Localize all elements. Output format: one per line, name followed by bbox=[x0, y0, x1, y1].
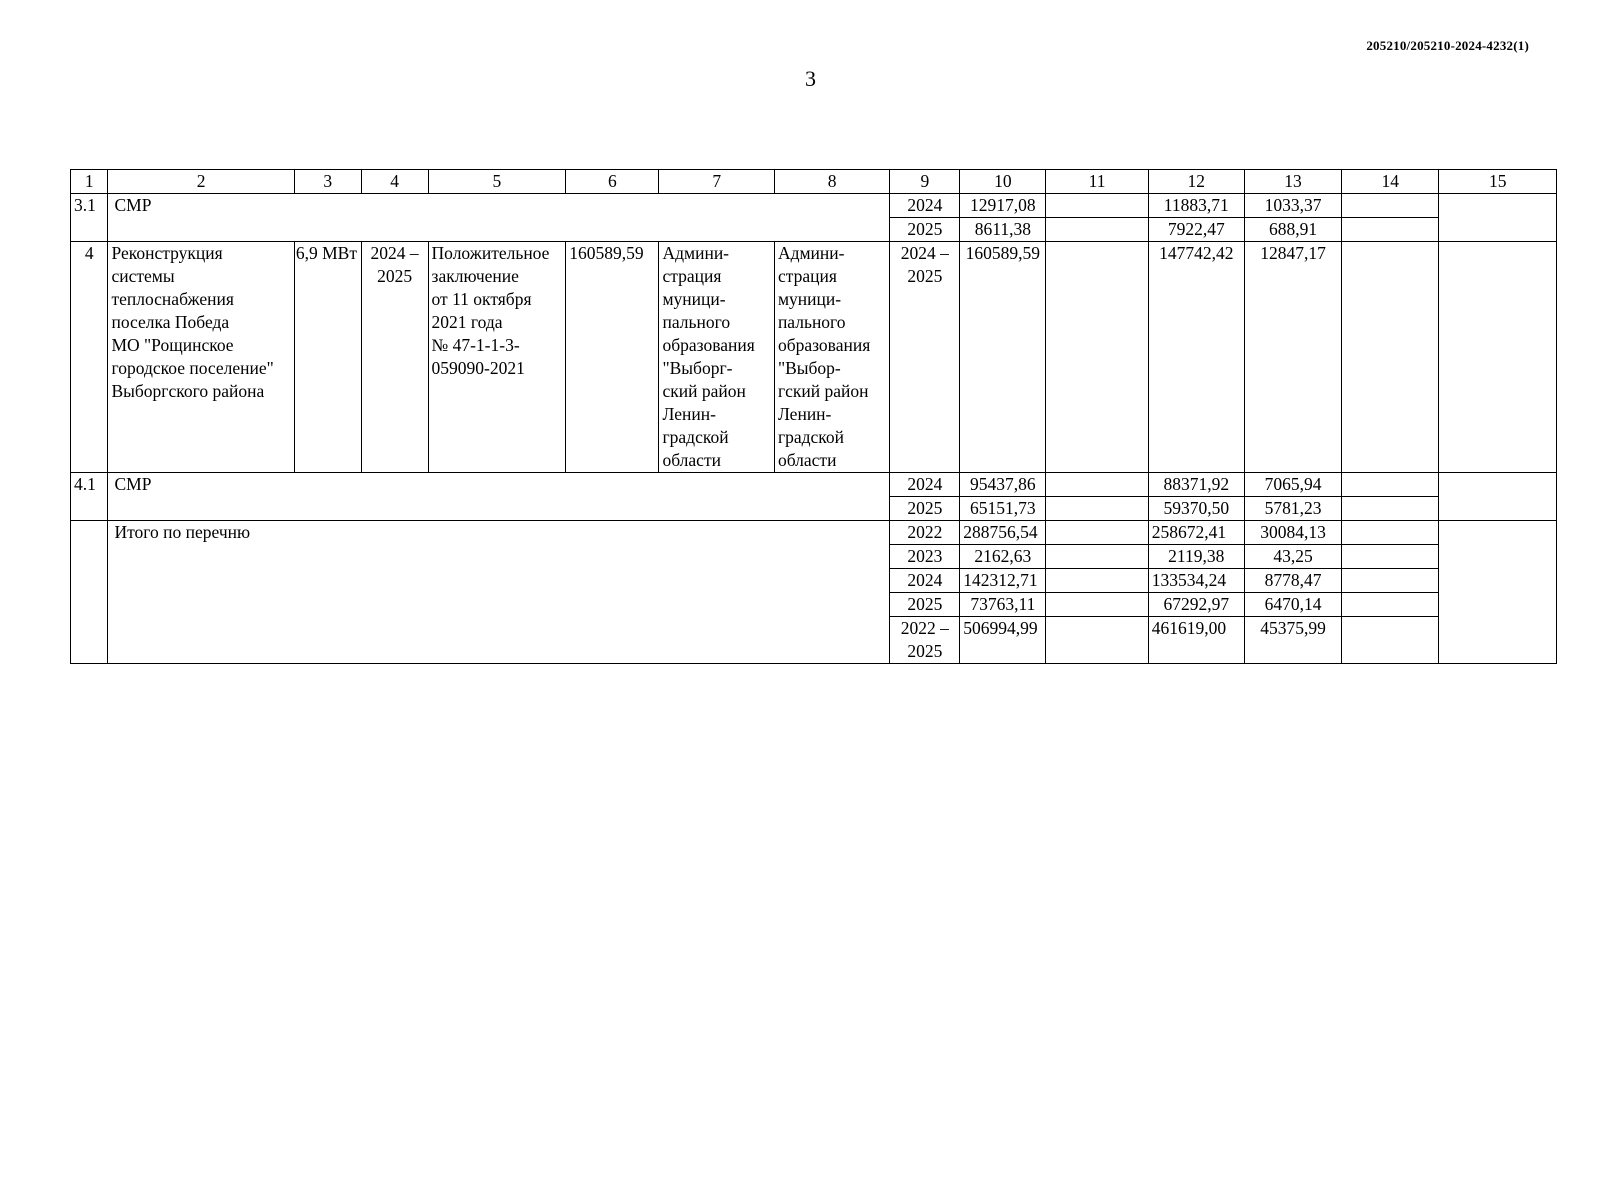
header-cell: 14 bbox=[1342, 170, 1439, 194]
cell-col11 bbox=[1046, 569, 1148, 593]
cell-col10: 12917,08 bbox=[960, 194, 1046, 218]
header-row bbox=[71, 170, 1557, 194]
row-number: 3.1 bbox=[71, 194, 108, 242]
document-id: 205210/205210-2024-4232(1) bbox=[1366, 38, 1529, 53]
cell-col12: 11883,71 bbox=[1148, 194, 1244, 218]
cell-col14 bbox=[1342, 242, 1439, 473]
table-row bbox=[71, 194, 1557, 218]
row-number: 4 bbox=[71, 242, 108, 473]
header-cell: 15 bbox=[1439, 170, 1557, 194]
cell-col14 bbox=[1342, 545, 1439, 569]
cell-col10: 506994,99 bbox=[960, 617, 1046, 664]
cell-col13: 12847,17 bbox=[1244, 242, 1341, 473]
customer-cell: Админи- страция муници- пального образования "Выборг- ский район Ленин- градской области bbox=[659, 242, 774, 473]
table-row bbox=[71, 242, 1557, 473]
cell-col15 bbox=[1439, 521, 1557, 664]
header-cell: 1 bbox=[71, 170, 108, 194]
cell-col11 bbox=[1046, 242, 1148, 473]
cell-col11 bbox=[1046, 521, 1148, 545]
cell-col11 bbox=[1046, 617, 1148, 664]
cell-col13: 45375,99 bbox=[1244, 617, 1341, 664]
total-label: Итого по перечню bbox=[108, 521, 890, 664]
header-cell: 4 bbox=[361, 170, 428, 194]
header-cell: 7 bbox=[659, 170, 774, 194]
year-cell: 2024 – 2025 bbox=[890, 242, 960, 473]
cell-col11 bbox=[1046, 194, 1148, 218]
cell-col10: 142312,71 bbox=[960, 569, 1046, 593]
cell-col14 bbox=[1342, 473, 1439, 497]
cell-col14 bbox=[1342, 194, 1439, 218]
year-cell: 2022 – 2025 bbox=[890, 617, 960, 664]
cell-col13: 43,25 bbox=[1244, 545, 1341, 569]
cell-col12: 7922,47 bbox=[1148, 218, 1244, 242]
cell-col14 bbox=[1342, 617, 1439, 664]
header-cell: 9 bbox=[890, 170, 960, 194]
row-name: СМР bbox=[108, 194, 890, 242]
table-row bbox=[71, 521, 1557, 545]
cell-col13: 7065,94 bbox=[1244, 473, 1341, 497]
conclusion-cell: Положительное заключение от 11 октября 2021 года № 47-1-1-3- 059090-2021 bbox=[428, 242, 566, 473]
header-cell: 2 bbox=[108, 170, 294, 194]
cell-col14 bbox=[1342, 569, 1439, 593]
cell-col12: 133534,24 bbox=[1148, 569, 1244, 593]
funding-table bbox=[70, 169, 1557, 664]
cell-col13: 5781,23 bbox=[1244, 497, 1341, 521]
cell-col13: 1033,37 bbox=[1244, 194, 1341, 218]
cell-col15 bbox=[1439, 473, 1557, 521]
cell-col12: 147742,42 bbox=[1148, 242, 1244, 473]
header-cell: 12 bbox=[1148, 170, 1244, 194]
row-number bbox=[71, 521, 108, 664]
header-cell: 6 bbox=[566, 170, 659, 194]
year-cell: 2024 bbox=[890, 473, 960, 497]
header-cell: 11 bbox=[1046, 170, 1148, 194]
cell-col10: 95437,86 bbox=[960, 473, 1046, 497]
header-cell: 3 bbox=[294, 170, 361, 194]
cell-col12: 59370,50 bbox=[1148, 497, 1244, 521]
object-name: Реконструкция системы теплоснабжения поселка Победа МО "Рощинское городское поселение" Выборгского района bbox=[108, 242, 294, 473]
cell-col10: 8611,38 bbox=[960, 218, 1046, 242]
developer-cell: Админи- страция муници- пального образования "Выбор- гский район Ленин- градской области bbox=[774, 242, 889, 473]
page-number: 3 bbox=[805, 66, 816, 91]
cell-col11 bbox=[1046, 473, 1148, 497]
cell-col13: 30084,13 bbox=[1244, 521, 1341, 545]
cell-col11 bbox=[1046, 497, 1148, 521]
cell-col10: 2162,63 bbox=[960, 545, 1046, 569]
cell-col14 bbox=[1342, 521, 1439, 545]
year-cell: 2024 bbox=[890, 569, 960, 593]
row-number: 4.1 bbox=[71, 473, 108, 521]
capacity-cell: 6,9 МВт bbox=[294, 242, 361, 473]
cell-col10: 160589,59 bbox=[960, 242, 1046, 473]
cell-col12: 2119,38 bbox=[1148, 545, 1244, 569]
year-cell: 2022 bbox=[890, 521, 960, 545]
year-cell: 2025 bbox=[890, 497, 960, 521]
cell-col11 bbox=[1046, 545, 1148, 569]
row-name: СМР bbox=[108, 473, 890, 521]
header-cell: 5 bbox=[428, 170, 566, 194]
cell-col13: 6470,14 bbox=[1244, 593, 1341, 617]
cell-col12: 88371,92 bbox=[1148, 473, 1244, 497]
year-cell: 2024 bbox=[890, 194, 960, 218]
header-cell: 10 bbox=[960, 170, 1046, 194]
table-row bbox=[71, 473, 1557, 497]
header-cell: 8 bbox=[774, 170, 889, 194]
year-cell: 2023 bbox=[890, 545, 960, 569]
cell-col12: 67292,97 bbox=[1148, 593, 1244, 617]
cell-col10: 73763,11 bbox=[960, 593, 1046, 617]
cell-col13: 8778,47 bbox=[1244, 569, 1341, 593]
cell-col10: 288756,54 bbox=[960, 521, 1046, 545]
cell-col14 bbox=[1342, 497, 1439, 521]
cell-col15 bbox=[1439, 194, 1557, 242]
cost-cell: 160589,59 bbox=[566, 242, 659, 473]
cell-col14 bbox=[1342, 593, 1439, 617]
cell-col12: 258672,41 bbox=[1148, 521, 1244, 545]
year-cell: 2025 bbox=[890, 218, 960, 242]
cell-col14 bbox=[1342, 218, 1439, 242]
header-cell: 13 bbox=[1244, 170, 1341, 194]
cell-col13: 688,91 bbox=[1244, 218, 1341, 242]
period-cell: 2024 – 2025 bbox=[361, 242, 428, 473]
cell-col11 bbox=[1046, 218, 1148, 242]
cell-col12: 461619,00 bbox=[1148, 617, 1244, 664]
cell-col15 bbox=[1439, 242, 1557, 473]
year-cell: 2025 bbox=[890, 593, 960, 617]
cell-col10: 65151,73 bbox=[960, 497, 1046, 521]
cell-col11 bbox=[1046, 593, 1148, 617]
